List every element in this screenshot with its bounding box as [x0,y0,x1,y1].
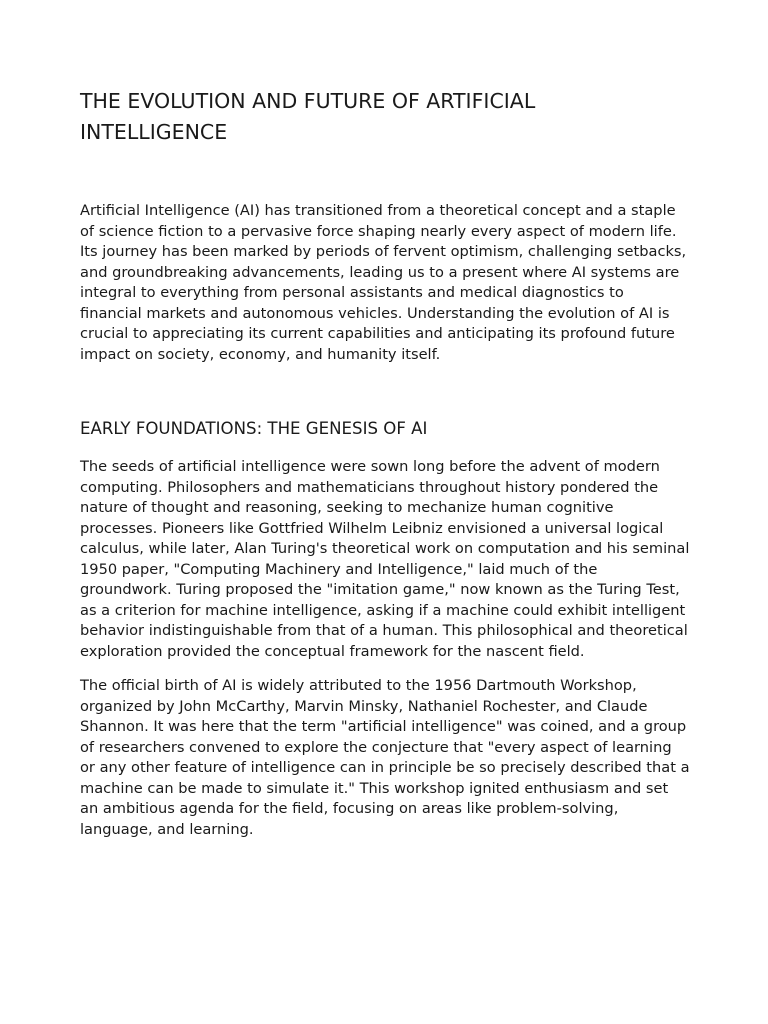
section-paragraph: The official birth of AI is widely attributed to the 1956 Dartmouth Workshop, organized by John McCarthy, Marvin Minsky, Nathaniel Rochester, and Claude Shannon. It was here that the term "artificial intelligence" was coined, and a group of researchers convened to explore the conjecture that "every aspect of learning or any other feature of intelligence can in principle be so precisely described that a machine can be made to simulate it." This workshop ignited enthusiasm and set an ambitious agenda for the field, focusing on areas like problem-solving, language, and learning. [80,677,690,838]
intro-paragraph: Artificial Intelligence (AI) has transitioned from a theoretical concept and a staple of science fiction to a pervasive force shaping nearly every aspect of modern life. Its journey has been marked by periods of fervent optimism, challenging setbacks, and groundbreaking advancements, leading us to a present where AI systems are integral to everything from personal assistants and medical diagnostics to financial markets and autonomous vehicles. Understanding the evolution of AI is crucial to appreciating its current capabilities and anticipating its profound future impact on society, economy, and humanity itself. [80,202,687,363]
section-heading: EARLY FOUNDATIONS: THE GENESIS OF AI [80,419,428,438]
document-title: THE EVOLUTION AND FUTURE OF ARTIFICIAL INTELLIGENCE [80,89,536,144]
section-paragraph: The seeds of artificial intelligence were sown long before the advent of modern computing. Philosophers and mathematicians throughout history pondered the nature of thought and reasoning, seeking to mechanize human cognitive processes. Pioneers like Gottfried Wilhelm Leibniz envisioned a universal logical calculus, while later, Alan Turing's theoretical work on computation and his seminal 1950 paper, "Computing Machinery and Intelligence," laid much of the groundwork. Turing proposed the "imitation game," now known as the Turing Test, as a criterion for machine intelligence, asking if a machine could exhibit intelligent behavior indistinguishable from that of a human. This philosophical and theoretical exploration provided the conceptual framework for the nascent field. [80,458,690,660]
